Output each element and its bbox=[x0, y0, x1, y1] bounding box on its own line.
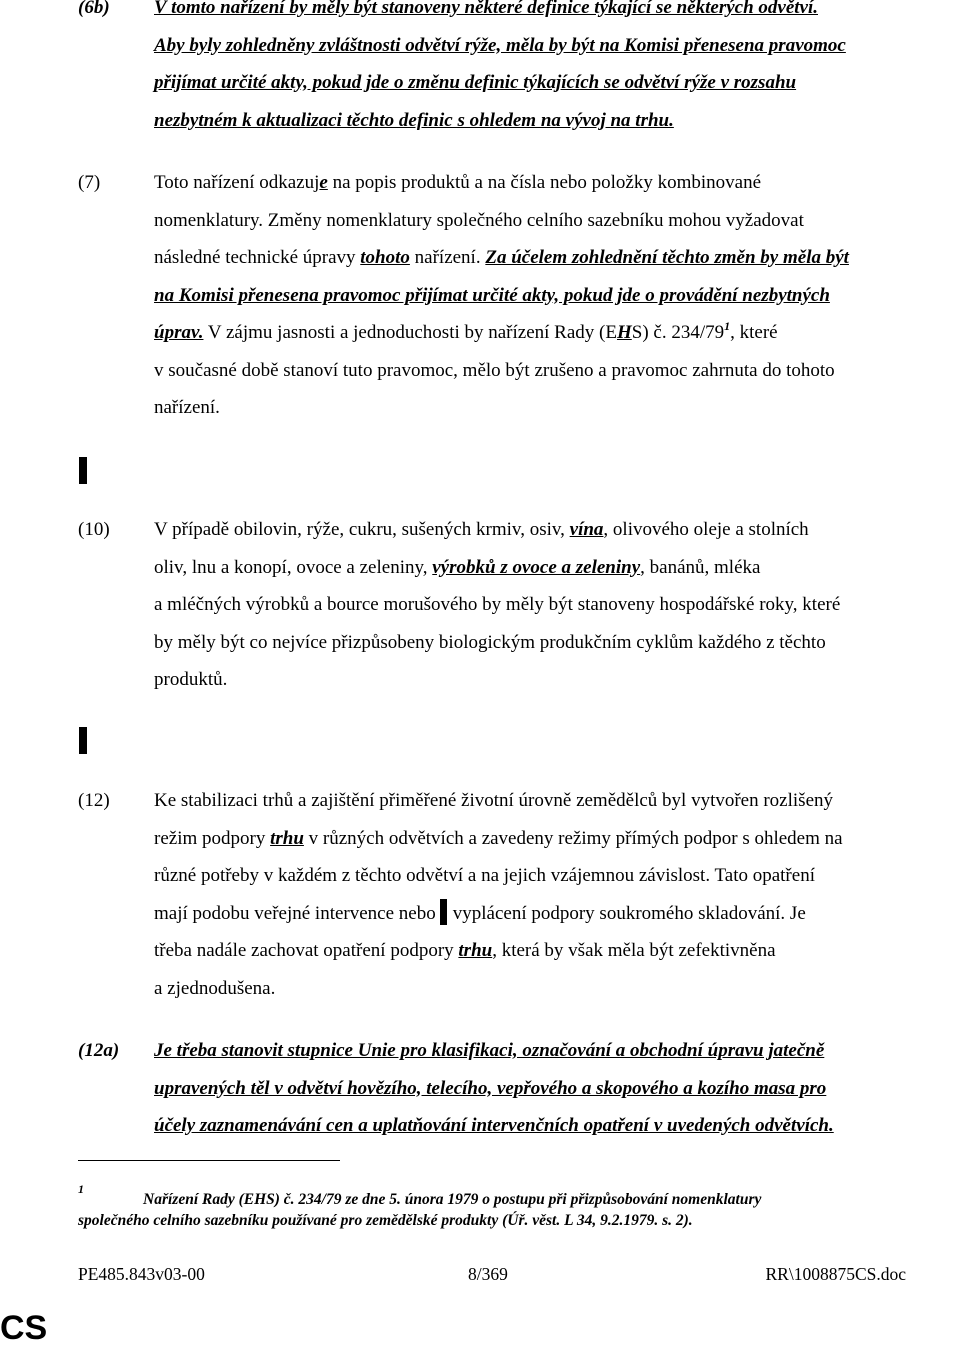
footnote bbox=[78, 1182, 938, 1231]
text-line: nomenklatury. Změny nomenklatury společného celního sazebníku mohou vyžadovat bbox=[154, 209, 804, 231]
text-run: na popis produktů a na čísla nebo položky kombinované bbox=[327, 172, 762, 193]
text-line: účely zaznamenávání cen a uplatňování intervenčních opatření v uvedených odvětvích. bbox=[154, 1115, 834, 1136]
text-line: produktů. bbox=[154, 669, 228, 690]
text-line bbox=[154, 895, 960, 933]
emphasis-run: tohoto bbox=[360, 247, 410, 268]
text-line: a zjednodušena. bbox=[154, 977, 276, 999]
text-line: nařízení. bbox=[154, 397, 220, 418]
footer-file-name: RR\1008875CS.doc bbox=[765, 1264, 906, 1284]
paragraph-body bbox=[154, 1032, 960, 1145]
paragraph-body bbox=[154, 511, 960, 699]
emphasis-run: vína bbox=[569, 519, 604, 540]
paragraph-body bbox=[154, 164, 960, 427]
paragraph-number: (12a) bbox=[78, 1040, 120, 1061]
text-run: S) č. 234/79 bbox=[631, 322, 725, 343]
paragraph-number: (12) bbox=[78, 790, 110, 811]
text-line: by měly být co nejvíce přizpůsobeny biologickým produkčním cyklům každého z těchto bbox=[154, 631, 826, 653]
text-run: vyplácení podpory soukromého skladování. Je bbox=[452, 902, 806, 924]
paragraph-number: (6b) bbox=[78, 0, 110, 18]
text-line: Aby byly zohledněny zvláštnosti odvětví rýže, měla by být na Komisi přenesena pravomoc bbox=[154, 34, 846, 56]
text-line: na Komisi přenesena pravomoc přijímat určité akty, pokud jde o provádění nezbytných bbox=[154, 284, 830, 306]
text-line bbox=[154, 314, 960, 352]
emphasis-run: H bbox=[616, 322, 632, 343]
text-line: přijímat určité akty, pokud jde o změnu definic týkajících se odvětví rýže v rozsahu bbox=[154, 72, 797, 93]
text-run: režim podpory bbox=[154, 827, 271, 849]
text-line: a mléčných výrobků a bource morušového by měly být stanoveny hospodářské roky, které bbox=[154, 594, 841, 615]
text-line bbox=[154, 820, 960, 858]
emphasis-run: výrobků z ovoce a zeleniny bbox=[432, 556, 641, 578]
emphasis-run: trhu bbox=[270, 827, 304, 849]
text-run: v různých odvětvích a zavedeny režimy přímých podpor s ohledem na bbox=[303, 827, 843, 849]
footnote-separator bbox=[78, 1160, 340, 1161]
deletion-marker bbox=[440, 899, 447, 925]
text-line bbox=[154, 239, 960, 277]
text-line: nezbytném k aktualizaci těchto definic s ohledem na vývoj na trhu. bbox=[154, 109, 674, 131]
deletion-marker bbox=[79, 457, 87, 484]
text-line bbox=[154, 932, 960, 970]
emphasis-run: trhu bbox=[458, 940, 493, 961]
text-line bbox=[154, 164, 960, 202]
text-run: , které bbox=[730, 322, 778, 343]
footnote-reference[interactable]: 1 bbox=[724, 319, 731, 333]
paragraph-body bbox=[154, 0, 960, 139]
language-code: CS bbox=[0, 1309, 48, 1347]
footer-doc-reference: PE485.843v03-00 bbox=[78, 1264, 205, 1284]
text-line: v současné době stanoví tuto pravomoc, mělo být zrušeno a pravomoc zahrnuta do tohoto bbox=[154, 359, 835, 381]
text-run: , která by však měla být zefektivněna bbox=[492, 940, 776, 961]
text-run: třeba nadále zachovat opatření podpory bbox=[154, 940, 459, 961]
text-run: následné technické úpravy bbox=[154, 247, 361, 268]
footer-page-number: 8/369 bbox=[468, 1264, 508, 1284]
emphasis-run: Za účelem zohlednění těchto změn by měla být bbox=[485, 247, 849, 268]
emphasis-run: úprav. bbox=[154, 322, 204, 343]
emphasis-run: e bbox=[319, 172, 328, 193]
text-run: , olivového oleje a stolních bbox=[603, 519, 809, 540]
text-line: různé potřeby v každém z těchto odvětví a na jejich vzájemnou závislost. Tato opatření bbox=[154, 865, 815, 886]
text-run: oliv, lnu a konopí, ovoce a zeleniny, bbox=[154, 556, 433, 578]
paragraph-number: (10) bbox=[78, 519, 110, 540]
deletion-marker bbox=[79, 727, 87, 754]
text-run: Toto nařízení odkazuj bbox=[154, 172, 320, 193]
text-run: nařízení. bbox=[409, 247, 486, 268]
footnote-line: Nařízení Rady (EHS) č. 234/79 ze dne 5. února 1979 o postupu při přizpůsobování nomenklatury bbox=[143, 1191, 762, 1208]
text-line bbox=[154, 511, 960, 549]
text-line: V tomto nařízení by měly být stanoveny některé definice týkající se některých odvětví. bbox=[154, 0, 818, 18]
text-line: Ke stabilizaci trhů a zajištění přiměřené životní úrovně zemědělců byl vytvořen rozlišený bbox=[154, 790, 833, 811]
text-line bbox=[154, 549, 960, 587]
text-run: V zájmu jasnosti a jednoduchosti by nařízení Rady (E bbox=[203, 322, 617, 343]
text-run: mají podobu veřejné intervence nebo bbox=[154, 902, 436, 924]
paragraph-number: (7) bbox=[78, 172, 101, 193]
footnote-number: 1 bbox=[78, 1182, 84, 1196]
paragraph-body bbox=[154, 782, 960, 1007]
text-run: V případě obilovin, rýže, cukru, sušených krmiv, osiv, bbox=[154, 519, 570, 540]
text-line: upravených těl v odvětví hovězího, telecího, vepřového a skopového a kozího masa pro bbox=[154, 1077, 827, 1099]
footnote-line: společného celního sazebníku používané pro zemědělské produkty (Úř. věst. L 34, 9.2.1979. s. 2). bbox=[78, 1212, 693, 1229]
text-run: , banánů, mléka bbox=[640, 556, 761, 578]
text-line: Je třeba stanovit stupnice Unie pro klasifikaci, označování a obchodní úpravu jatečně bbox=[154, 1040, 825, 1061]
